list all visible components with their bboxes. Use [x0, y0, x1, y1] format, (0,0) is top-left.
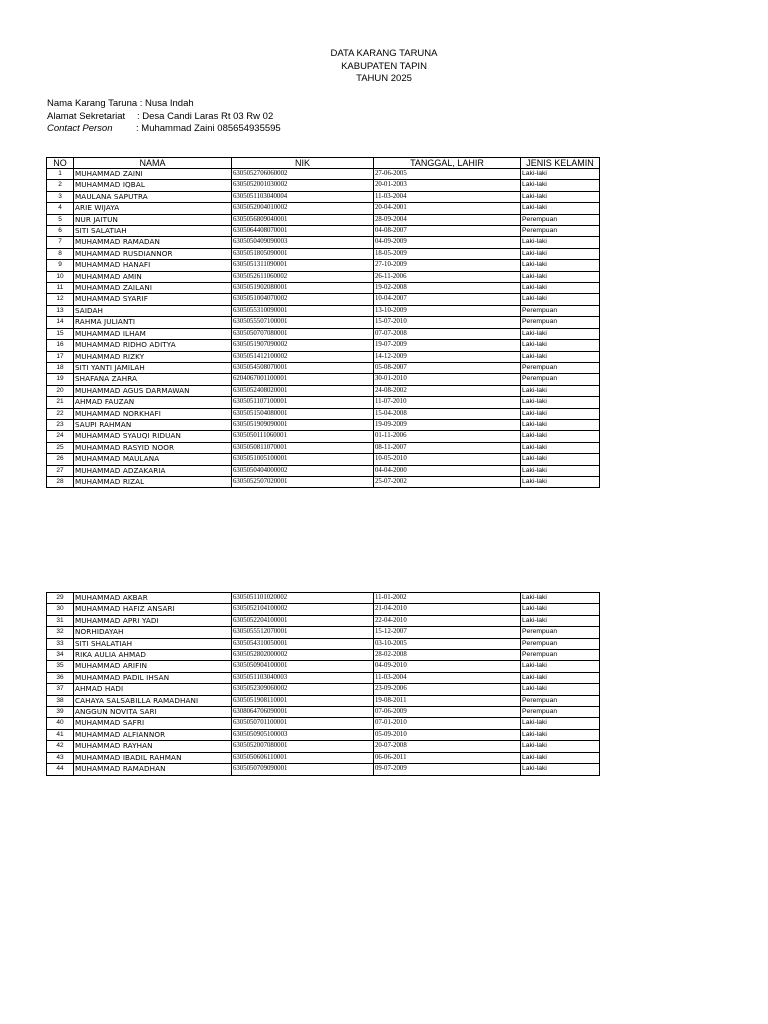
cell-nik: 6305052004010002: [232, 203, 374, 214]
cell-nik: 6305052802000002: [232, 650, 374, 661]
cell-nama: RAHMA JULIANTI: [74, 317, 232, 328]
table-row: [47, 684, 600, 695]
cell-nik: 6305051005100001: [232, 454, 374, 465]
cell-jenis-kelamin: Laki-laki: [521, 593, 600, 604]
cell-tanggal-lahir: 19-02-2008: [374, 283, 521, 294]
cell-jenis-kelamin: Laki-laki: [521, 294, 600, 305]
cell-nik: 6305051504080001: [232, 408, 374, 419]
cell-nik: 6305051907090002: [232, 340, 374, 351]
table-row: [47, 226, 600, 237]
cell-tanggal-lahir: 04-08-2007: [374, 226, 521, 237]
column-header-jenis-kelamin: JENIS KELAMIN: [521, 158, 600, 169]
cell-jenis-kelamin: Perempuan: [521, 627, 600, 638]
table-row: [47, 650, 600, 661]
table-row: [47, 593, 600, 604]
cell-tanggal-lahir: 09-07-2009: [374, 764, 521, 775]
table-row: [47, 374, 600, 385]
cell-nik: 6305051107100001: [232, 397, 374, 408]
cell-jenis-kelamin: Perempuan: [521, 226, 600, 237]
cell-nik: 6204067001100001: [232, 374, 374, 385]
document-title: DATA KARANG TARUNA: [330, 48, 438, 59]
cell-jenis-kelamin: Perempuan: [521, 707, 600, 718]
cell-nama: NORHIDAYAH: [74, 627, 232, 638]
table-row: [47, 271, 600, 282]
cell-no: 38: [47, 695, 74, 706]
cell-jenis-kelamin: Laki-laki: [521, 764, 600, 775]
cell-nik: 6305055310090001: [232, 305, 374, 316]
cell-tanggal-lahir: 15-12-2007: [374, 627, 521, 638]
cell-nama: ANGGUN NOVITA SARI: [74, 707, 232, 718]
cell-tanggal-lahir: 06-06-2011: [374, 752, 521, 763]
cell-nama: MUHAMMAD HAFIZ ANSARI: [74, 604, 232, 615]
cell-jenis-kelamin: Perempuan: [521, 638, 600, 649]
cell-nama: MUHAMMAD IQBAL: [74, 180, 232, 191]
cell-nik: 6305064408070001: [232, 226, 374, 237]
table-row: [47, 627, 600, 638]
cell-nama: MUHAMMAD MAULANA: [74, 454, 232, 465]
cell-no: 17: [47, 351, 74, 362]
table-row: [47, 340, 600, 351]
cell-no: 43: [47, 752, 74, 763]
cell-tanggal-lahir: 27-10-2009: [374, 260, 521, 271]
cell-nama: MUHAMMAD HANAFI: [74, 260, 232, 271]
cell-nama: CAHAYA SALSABILLA RAMADHANI: [74, 695, 232, 706]
cell-tanggal-lahir: 08-11-2007: [374, 442, 521, 453]
info-name: Nama Karang Taruna : Nusa Indah: [47, 98, 194, 109]
cell-nik: 6305052611060002: [232, 271, 374, 282]
table-row: [47, 169, 600, 180]
column-header-nik: NIK: [232, 158, 374, 169]
cell-no: 4: [47, 203, 74, 214]
cell-nik: 6305051004070002: [232, 294, 374, 305]
cell-nik: 6305050409090003: [232, 237, 374, 248]
cell-tanggal-lahir: 15-04-2008: [374, 408, 521, 419]
cell-no: 16: [47, 340, 74, 351]
cell-no: 7: [47, 237, 74, 248]
cell-nik: 6305055507100001: [232, 317, 374, 328]
info-address-value: : Desa Candi Laras Rt 03 Rw 02: [137, 110, 274, 122]
table-row: [47, 465, 600, 476]
table-row: [47, 317, 600, 328]
cell-jenis-kelamin: Laki-laki: [521, 340, 600, 351]
cell-tanggal-lahir: 01-11-2006: [374, 431, 521, 442]
cell-nama: MUHAMMAD PADIL IHSAN: [74, 672, 232, 683]
cell-no: 42: [47, 741, 74, 752]
cell-jenis-kelamin: Laki-laki: [521, 283, 600, 294]
table-row: [47, 764, 600, 775]
cell-tanggal-lahir: 19-09-2009: [374, 419, 521, 430]
cell-tanggal-lahir: 11-03-2004: [374, 191, 521, 202]
cell-jenis-kelamin: Laki-laki: [521, 191, 600, 202]
cell-nik: 6305050904100001: [232, 661, 374, 672]
cell-no: 31: [47, 615, 74, 626]
members-table-body-2: [47, 593, 600, 776]
cell-jenis-kelamin: Laki-laki: [521, 419, 600, 430]
cell-nama: RIKA AULIA AHMAD: [74, 650, 232, 661]
table-row: [47, 741, 600, 752]
table-row: [47, 283, 600, 294]
cell-no: 19: [47, 374, 74, 385]
cell-no: 41: [47, 729, 74, 740]
cell-no: 34: [47, 650, 74, 661]
table-row: [47, 237, 600, 248]
cell-jenis-kelamin: Perempuan: [521, 374, 600, 385]
table-row: [47, 180, 600, 191]
table-row: [47, 362, 600, 373]
cell-nama: MUHAMMAD NORKHAFI: [74, 408, 232, 419]
cell-nama: SAUPI RAHMAN: [74, 419, 232, 430]
cell-nama: MUHAMMAD AGUS DARMAWAN: [74, 385, 232, 396]
members-table-page-1: [46, 157, 600, 488]
table-row: [47, 454, 600, 465]
cell-nama: MUHAMMAD IBADIL RAHMAN: [74, 752, 232, 763]
cell-tanggal-lahir: 15-07-2010: [374, 317, 521, 328]
table-row: [47, 638, 600, 649]
cell-nama: MUHAMMAD RIDHO ADITYA: [74, 340, 232, 351]
cell-jenis-kelamin: Perempuan: [521, 695, 600, 706]
cell-no: 12: [47, 294, 74, 305]
cell-nik: 6305051909090001: [232, 419, 374, 430]
cell-no: 2: [47, 180, 74, 191]
cell-nama: ARIE WIJAYA: [74, 203, 232, 214]
cell-nama: MUHAMMAD RASYID NOOR: [74, 442, 232, 453]
table-row: [47, 294, 600, 305]
table-header-row: [47, 158, 600, 169]
cell-tanggal-lahir: 14-12-2009: [374, 351, 521, 362]
column-header-no: NO: [47, 158, 74, 169]
cell-tanggal-lahir: 13-10-2009: [374, 305, 521, 316]
table-row: [47, 476, 600, 487]
cell-nik: 6305056809040001: [232, 214, 374, 225]
table-row: [47, 604, 600, 615]
cell-nama: MUHAMMAD APRI YADI: [74, 615, 232, 626]
cell-no: 26: [47, 454, 74, 465]
cell-nik: 6305050701100001: [232, 718, 374, 729]
cell-jenis-kelamin: Laki-laki: [521, 672, 600, 683]
cell-tanggal-lahir: 24-08-2002: [374, 385, 521, 396]
cell-tanggal-lahir: 07-01-2010: [374, 718, 521, 729]
cell-nik: 6308064706090001: [232, 707, 374, 718]
cell-tanggal-lahir: 27-06-2005: [374, 169, 521, 180]
cell-nik: 6305050905100003: [232, 729, 374, 740]
cell-jenis-kelamin: Laki-laki: [521, 351, 600, 362]
document-header: [0, 48, 768, 86]
cell-jenis-kelamin: Perempuan: [521, 305, 600, 316]
cell-nama: MUHAMMAD RAYHAN: [74, 741, 232, 752]
cell-jenis-kelamin: Perempuan: [521, 317, 600, 328]
cell-tanggal-lahir: 11-01-2002: [374, 593, 521, 604]
cell-tanggal-lahir: 10-04-2007: [374, 294, 521, 305]
cell-nik: 6305052706060002: [232, 169, 374, 180]
cell-nama: MUHAMMAD ILHAM: [74, 328, 232, 339]
cell-no: 27: [47, 465, 74, 476]
cell-no: 3: [47, 191, 74, 202]
cell-jenis-kelamin: Laki-laki: [521, 203, 600, 214]
cell-jenis-kelamin: Laki-laki: [521, 661, 600, 672]
cell-jenis-kelamin: Laki-laki: [521, 476, 600, 487]
table-row: [47, 248, 600, 259]
cell-nik: 6305052309060002: [232, 684, 374, 695]
table-row: [47, 351, 600, 362]
cell-no: 13: [47, 305, 74, 316]
cell-no: 25: [47, 442, 74, 453]
table-row: [47, 431, 600, 442]
cell-nama: MUHAMMAD RUSDIANNOR: [74, 248, 232, 259]
cell-no: 9: [47, 260, 74, 271]
table-row: [47, 419, 600, 430]
cell-jenis-kelamin: Laki-laki: [521, 260, 600, 271]
info-contact-label: Contact Person: [47, 123, 113, 134]
cell-no: 8: [47, 248, 74, 259]
cell-tanggal-lahir: 05-08-2007: [374, 362, 521, 373]
cell-no: 11: [47, 283, 74, 294]
cell-jenis-kelamin: Laki-laki: [521, 729, 600, 740]
cell-jenis-kelamin: Laki-laki: [521, 385, 600, 396]
cell-tanggal-lahir: 04-09-2010: [374, 661, 521, 672]
cell-tanggal-lahir: 20-01-2003: [374, 180, 521, 191]
cell-no: 20: [47, 385, 74, 396]
cell-no: 32: [47, 627, 74, 638]
cell-nik: 6305051101020002: [232, 593, 374, 604]
cell-tanggal-lahir: 19-07-2009: [374, 340, 521, 351]
cell-tanggal-lahir: 05-09-2010: [374, 729, 521, 740]
info-contact-value: : Muhammad Zaini 085654935595: [136, 123, 281, 134]
cell-tanggal-lahir: 25-07-2002: [374, 476, 521, 487]
members-table-page-2: [46, 592, 600, 776]
cell-no: 37: [47, 684, 74, 695]
cell-nik: 6305051412100002: [232, 351, 374, 362]
cell-tanggal-lahir: 23-09-2006: [374, 684, 521, 695]
table-row: [47, 408, 600, 419]
cell-nik: 6305051311090001: [232, 260, 374, 271]
cell-no: 22: [47, 408, 74, 419]
cell-jenis-kelamin: Laki-laki: [521, 741, 600, 752]
cell-nik: 6305050606110001: [232, 752, 374, 763]
table-row: [47, 752, 600, 763]
cell-tanggal-lahir: 11-03-2004: [374, 672, 521, 683]
cell-no: 28: [47, 476, 74, 487]
cell-tanggal-lahir: 03-10-2005: [374, 638, 521, 649]
cell-tanggal-lahir: 30-01-2010: [374, 374, 521, 385]
cell-jenis-kelamin: Perempuan: [521, 214, 600, 225]
cell-nama: MUHAMMAD ZAINI: [74, 169, 232, 180]
cell-nama: MUHAMMAD RIZAL: [74, 476, 232, 487]
cell-nik: 6305050404000002: [232, 465, 374, 476]
cell-tanggal-lahir: 20-04-2001: [374, 203, 521, 214]
cell-nama: MUHAMMAD AMIN: [74, 271, 232, 282]
cell-no: 18: [47, 362, 74, 373]
cell-jenis-kelamin: Perempuan: [521, 362, 600, 373]
cell-tanggal-lahir: 21-04-2010: [374, 604, 521, 615]
cell-tanggal-lahir: 22-04-2010: [374, 615, 521, 626]
cell-jenis-kelamin: Laki-laki: [521, 442, 600, 453]
cell-no: 21: [47, 397, 74, 408]
table-row: [47, 661, 600, 672]
table-row: [47, 442, 600, 453]
cell-nik: 6305051805090001: [232, 248, 374, 259]
cell-tanggal-lahir: 28-09-2004: [374, 214, 521, 225]
document-subtitle-regency: KABUPATEN TAPIN: [341, 60, 427, 72]
cell-jenis-kelamin: Laki-laki: [521, 684, 600, 695]
cell-jenis-kelamin: Laki-laki: [521, 328, 600, 339]
cell-nama: MUHAMMAD ZAILANI: [74, 283, 232, 294]
cell-nama: MAULANA SAPUTRA: [74, 191, 232, 202]
table-row: [47, 203, 600, 214]
cell-nama: MUHAMMAD SYAUQI RIDUAN: [74, 431, 232, 442]
table-row: [47, 191, 600, 202]
cell-tanggal-lahir: 07-07-2008: [374, 328, 521, 339]
cell-jenis-kelamin: Laki-laki: [521, 718, 600, 729]
table-row: [47, 397, 600, 408]
cell-tanggal-lahir: 20-07-2008: [374, 741, 521, 752]
cell-tanggal-lahir: 19-08-2011: [374, 695, 521, 706]
table-row: [47, 305, 600, 316]
table-row: [47, 328, 600, 339]
cell-nama: MUHAMMAD SYARIF: [74, 294, 232, 305]
cell-jenis-kelamin: Laki-laki: [521, 615, 600, 626]
cell-nik: 6305052204100001: [232, 615, 374, 626]
cell-no: 35: [47, 661, 74, 672]
cell-jenis-kelamin: Laki-laki: [521, 237, 600, 248]
cell-nama: MUHAMMAD SAFRI: [74, 718, 232, 729]
cell-nama: MUHAMMAD ALFIANNOR: [74, 729, 232, 740]
table-row: [47, 260, 600, 271]
cell-nama: MUHAMMAD RAMADAN: [74, 237, 232, 248]
cell-tanggal-lahir: 11-07-2010: [374, 397, 521, 408]
cell-jenis-kelamin: Laki-laki: [521, 752, 600, 763]
cell-tanggal-lahir: 26-11-2006: [374, 271, 521, 282]
column-header-tanggal-lahir: TANGGAL, LAHIR: [374, 158, 521, 169]
cell-no: 29: [47, 593, 74, 604]
members-table-body-1: [47, 169, 600, 488]
cell-jenis-kelamin: Laki-laki: [521, 604, 600, 615]
cell-nama: SAIDAH: [74, 305, 232, 316]
cell-jenis-kelamin: Laki-laki: [521, 465, 600, 476]
cell-nik: 6305054508070001: [232, 362, 374, 373]
cell-jenis-kelamin: Laki-laki: [521, 271, 600, 282]
info-address-label: Alamat Sekretariat: [47, 110, 126, 122]
cell-nik: 6305055512070001: [232, 627, 374, 638]
cell-nik: 6305052104100002: [232, 604, 374, 615]
cell-tanggal-lahir: 07-06-2009: [374, 707, 521, 718]
cell-nik: 6305050811070001: [232, 442, 374, 453]
cell-no: 14: [47, 317, 74, 328]
cell-no: 36: [47, 672, 74, 683]
cell-jenis-kelamin: Laki-laki: [521, 169, 600, 180]
cell-nik: 6305050709090001: [232, 764, 374, 775]
cell-nama: AHMAD FAUZAN: [74, 397, 232, 408]
cell-no: 15: [47, 328, 74, 339]
table-row: [47, 695, 600, 706]
table-row: [47, 214, 600, 225]
cell-no: 23: [47, 419, 74, 430]
cell-jenis-kelamin: Perempuan: [521, 650, 600, 661]
cell-jenis-kelamin: Laki-laki: [521, 248, 600, 259]
cell-nik: 6305052007080001: [232, 741, 374, 752]
table-row: [47, 672, 600, 683]
cell-nik: 6305054310050001: [232, 638, 374, 649]
cell-nama: SITI SALATIAH: [74, 226, 232, 237]
cell-nik: 6305050707080001: [232, 328, 374, 339]
cell-nik: 6305051908110001: [232, 695, 374, 706]
table-row: [47, 385, 600, 396]
cell-nama: SHAFANA ZAHRA: [74, 374, 232, 385]
table-row: [47, 729, 600, 740]
cell-no: 1: [47, 169, 74, 180]
cell-nik: 6305052001030002: [232, 180, 374, 191]
document-subtitle-year: TAHUN 2025: [356, 73, 412, 84]
column-header-nama: NAMA: [74, 158, 232, 169]
cell-no: 6: [47, 226, 74, 237]
cell-jenis-kelamin: Laki-laki: [521, 397, 600, 408]
cell-nik: 6305052507020001: [232, 476, 374, 487]
cell-tanggal-lahir: 10-05-2010: [374, 454, 521, 465]
cell-nik: 6305051902080001: [232, 283, 374, 294]
cell-no: 30: [47, 604, 74, 615]
cell-nama: NUR JAITUN: [74, 214, 232, 225]
cell-jenis-kelamin: Laki-laki: [521, 431, 600, 442]
cell-nik: 6305051103040003: [232, 672, 374, 683]
table-row: [47, 615, 600, 626]
table-row: [47, 707, 600, 718]
cell-no: 33: [47, 638, 74, 649]
cell-jenis-kelamin: Laki-laki: [521, 408, 600, 419]
cell-tanggal-lahir: 04-09-2009: [374, 237, 521, 248]
cell-no: 39: [47, 707, 74, 718]
cell-nama: SITI YANTI JAMILAH: [74, 362, 232, 373]
cell-no: 40: [47, 718, 74, 729]
cell-no: 5: [47, 214, 74, 225]
cell-no: 10: [47, 271, 74, 282]
cell-tanggal-lahir: 04-04-2000: [374, 465, 521, 476]
cell-nama: MUHAMMAD RIZKY: [74, 351, 232, 362]
cell-nama: SITI SHALATIAH: [74, 638, 232, 649]
cell-nama: MUHAMMAD ARIFIN: [74, 661, 232, 672]
table-row: [47, 718, 600, 729]
cell-nama: MUHAMMAD ADZAKARIA: [74, 465, 232, 476]
cell-jenis-kelamin: Laki-laki: [521, 454, 600, 465]
cell-nama: MUHAMMAD AKBAR: [74, 593, 232, 604]
cell-no: 44: [47, 764, 74, 775]
cell-no: 24: [47, 431, 74, 442]
cell-nama: MUHAMMAD RAMADHAN: [74, 764, 232, 775]
cell-nik: 6305050111060001: [232, 431, 374, 442]
cell-jenis-kelamin: Laki-laki: [521, 180, 600, 191]
cell-nama: AHMAD HADI: [74, 684, 232, 695]
cell-tanggal-lahir: 18-05-2009: [374, 248, 521, 259]
cell-tanggal-lahir: 28-02-2008: [374, 650, 521, 661]
cell-nik: 6305052408020001: [232, 385, 374, 396]
cell-nik: 6305051103040004: [232, 191, 374, 202]
